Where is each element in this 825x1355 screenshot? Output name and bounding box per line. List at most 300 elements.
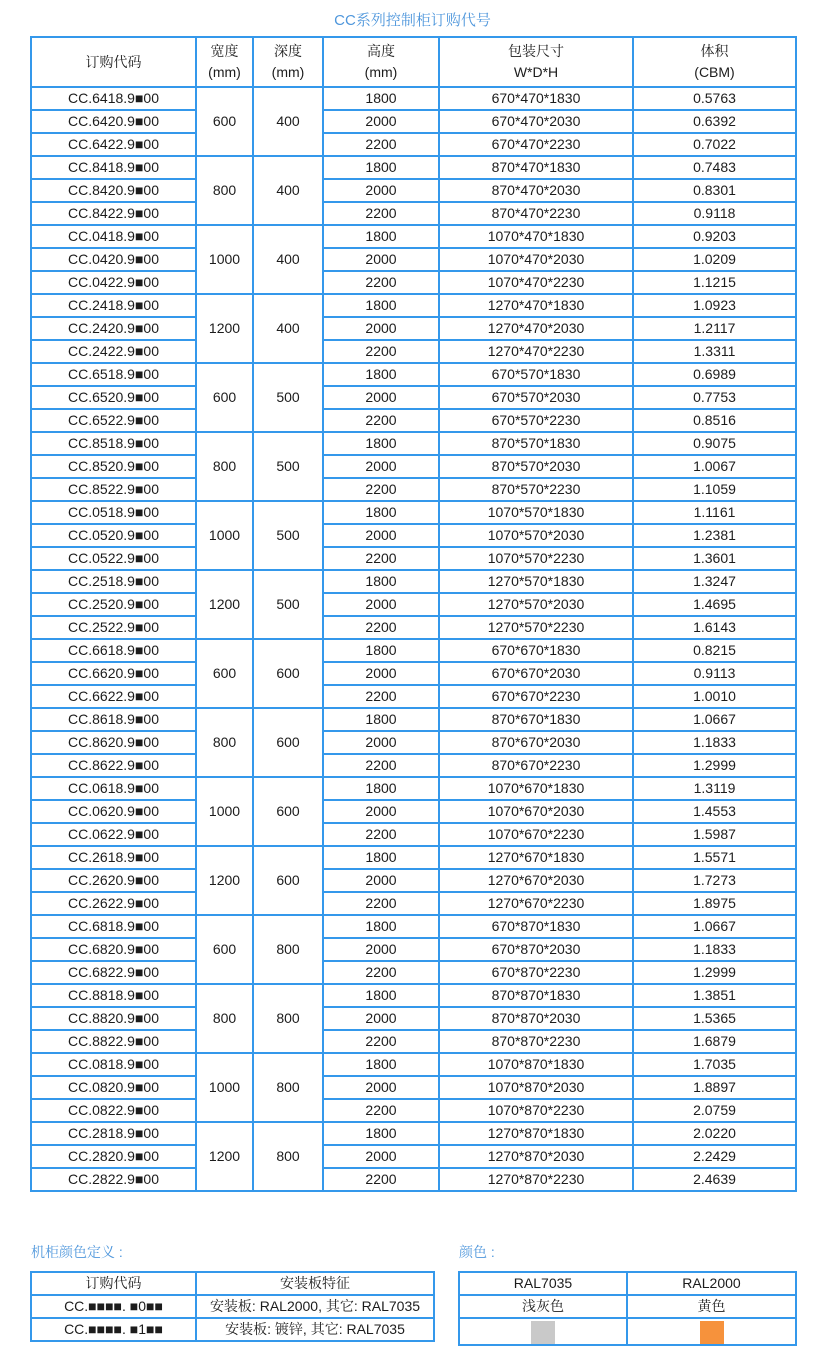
code-cell: CC.2822.9■00 [31,1168,196,1191]
volume-cell: 2.0759 [633,1099,796,1122]
depth-cell: 800 [253,984,323,1053]
width-cell: 800 [196,156,253,225]
table-row [31,1145,796,1168]
pack-size-cell: 670*670*1830 [439,639,633,662]
volume-cell: 1.2117 [633,317,796,340]
pack-size-cell: 1270*670*2030 [439,869,633,892]
height-cell: 2200 [323,202,439,225]
code-cell: CC.0818.9■00 [31,1053,196,1076]
depth-cell: 400 [253,156,323,225]
main-header-width: 宽度 (mm) [196,37,253,87]
volume-cell: 1.8897 [633,1076,796,1099]
table-row [31,938,796,961]
table-row [31,478,796,501]
ordering-code-table [30,36,797,1192]
height-cell: 2200 [323,133,439,156]
height-cell: 1800 [323,363,439,386]
swatch-cell [459,1318,627,1345]
code-cell: CC.6822.9■00 [31,961,196,984]
height-cell: 2000 [323,1076,439,1099]
def-feature-cell: 安装板: 镀锌, 其它: RAL7035 [196,1318,434,1341]
pack-size-cell: 870*570*1830 [439,432,633,455]
code-cell: CC.2620.9■00 [31,869,196,892]
table-row [31,363,796,386]
pack-size-cell: 870*570*2230 [439,478,633,501]
width-cell: 1200 [196,570,253,639]
code-cell: CC.6820.9■00 [31,938,196,961]
table-row [31,685,796,708]
color-swatch-orange [700,1321,724,1344]
header-row [31,1272,434,1295]
pack-size-cell: 670*570*2030 [439,386,633,409]
table-row [31,961,796,984]
pack-size-cell: 670*570*1830 [439,363,633,386]
depth-cell: 400 [253,294,323,363]
pack-size-cell: 870*870*2030 [439,1007,633,1030]
volume-cell: 1.1161 [633,501,796,524]
depth-cell: 500 [253,570,323,639]
height-cell: 2000 [323,524,439,547]
height-cell: 1800 [323,156,439,179]
height-cell: 2200 [323,1099,439,1122]
height-cell: 2000 [323,593,439,616]
table-row [31,501,796,524]
code-cell: CC.2518.9■00 [31,570,196,593]
height-cell: 2000 [323,1145,439,1168]
pack-size-cell: 1270*570*1830 [439,570,633,593]
ordering-code-table-header [31,37,796,87]
volume-cell: 1.5987 [633,823,796,846]
height-cell: 2000 [323,800,439,823]
pack-size-cell: 870*470*2230 [439,202,633,225]
volume-cell: 1.5571 [633,846,796,869]
pack-size-cell: 870*870*2230 [439,1030,633,1053]
volume-cell: 1.0923 [633,294,796,317]
pack-size-cell: 1070*470*1830 [439,225,633,248]
pack-size-cell: 1270*670*1830 [439,846,633,869]
main-header-order-code: 订购代码 [31,37,196,87]
code-cell: CC.8822.9■00 [31,1030,196,1053]
table-row [31,271,796,294]
table-row [31,777,796,800]
def-code-cell: CC.■■■■. ■1■■ [31,1318,196,1341]
volume-cell: 1.6143 [633,616,796,639]
table-row [459,1272,796,1295]
code-cell: CC.8518.9■00 [31,432,196,455]
depth-cell: 400 [253,225,323,294]
volume-cell: 1.2381 [633,524,796,547]
pack-size-cell: 1070*570*2230 [439,547,633,570]
height-cell: 1800 [323,777,439,800]
code-cell: CC.0822.9■00 [31,1099,196,1122]
table-row [31,1053,796,1076]
pack-size-cell: 1270*570*2030 [439,593,633,616]
pack-size-cell: 1070*670*1830 [439,777,633,800]
table-row [31,800,796,823]
pack-size-cell: 1070*470*2030 [439,248,633,271]
table-row [31,892,796,915]
table-row [31,409,796,432]
height-cell: 2000 [323,248,439,271]
width-cell: 800 [196,432,253,501]
volume-cell: 0.7753 [633,386,796,409]
pack-size-cell: 670*870*1830 [439,915,633,938]
pack-size-cell: 1070*870*1830 [439,1053,633,1076]
width-cell: 1200 [196,846,253,915]
volume-cell: 1.5365 [633,1007,796,1030]
ral-code-cell: RAL2000 [627,1272,796,1295]
code-cell: CC.8622.9■00 [31,754,196,777]
code-cell: CC.0618.9■00 [31,777,196,800]
volume-cell: 1.1833 [633,938,796,961]
color-table [458,1271,797,1346]
volume-cell: 1.1215 [633,271,796,294]
code-cell: CC.2820.9■00 [31,1145,196,1168]
code-cell: CC.2420.9■00 [31,317,196,340]
depth-cell: 500 [253,432,323,501]
volume-cell: 1.0010 [633,685,796,708]
volume-cell: 2.4639 [633,1168,796,1191]
code-cell: CC.8522.9■00 [31,478,196,501]
code-cell: CC.0522.9■00 [31,547,196,570]
depth-cell: 500 [253,363,323,432]
table-row [31,179,796,202]
volume-cell: 0.8215 [633,639,796,662]
code-cell: CC.6518.9■00 [31,363,196,386]
depth-cell: 600 [253,708,323,777]
code-cell: CC.0622.9■00 [31,823,196,846]
color-block [458,1242,795,1346]
code-cell: CC.0620.9■00 [31,800,196,823]
pack-size-cell: 670*870*2230 [439,961,633,984]
width-cell: 1200 [196,294,253,363]
table-row [31,869,796,892]
code-cell: CC.8420.9■00 [31,179,196,202]
table-row [31,570,796,593]
code-cell: CC.6422.9■00 [31,133,196,156]
width-cell: 600 [196,639,253,708]
volume-cell: 0.8301 [633,179,796,202]
main-header-depth: 深度 (mm) [253,37,323,87]
volume-cell: 1.3851 [633,984,796,1007]
height-cell: 1800 [323,984,439,1007]
pack-size-cell: 1270*870*1830 [439,1122,633,1145]
depth-cell: 600 [253,846,323,915]
depth-cell: 400 [253,87,323,156]
pack-size-cell: 870*870*1830 [439,984,633,1007]
pack-size-cell: 870*470*2030 [439,179,633,202]
table-row [31,87,796,110]
height-cell: 2200 [323,409,439,432]
def-header-0: 订购代码 [31,1272,196,1295]
pack-size-cell: 1070*870*2230 [439,1099,633,1122]
height-cell: 2200 [323,616,439,639]
table-row [31,1295,434,1318]
pack-size-cell: 1070*570*2030 [439,524,633,547]
volume-cell: 1.0067 [633,455,796,478]
main-header-volume: 体积 (CBM) [633,37,796,87]
height-cell: 2200 [323,547,439,570]
code-cell: CC.8620.9■00 [31,731,196,754]
width-cell: 1000 [196,501,253,570]
table-row [31,1030,796,1053]
pack-size-cell: 1270*870*2230 [439,1168,633,1191]
volume-cell: 1.1833 [633,731,796,754]
depth-cell: 600 [253,639,323,708]
height-cell: 2200 [323,823,439,846]
code-cell: CC.6520.9■00 [31,386,196,409]
table-row [31,593,796,616]
height-cell: 2000 [323,869,439,892]
code-cell: CC.8618.9■00 [31,708,196,731]
code-cell: CC.2818.9■00 [31,1122,196,1145]
code-cell: CC.0820.9■00 [31,1076,196,1099]
pack-size-cell: 870*470*1830 [439,156,633,179]
color-swatch-gray [531,1321,555,1344]
volume-cell: 0.7483 [633,156,796,179]
ral-code-cell: RAL7035 [459,1272,627,1295]
height-cell: 2200 [323,754,439,777]
code-cell: CC.2522.9■00 [31,616,196,639]
def-feature-cell: 安装板: RAL2000, 其它: RAL7035 [196,1295,434,1318]
code-cell: CC.0418.9■00 [31,225,196,248]
table-row [31,225,796,248]
table-row [31,248,796,271]
code-cell: CC.6618.9■00 [31,639,196,662]
cabinet-color-definition-table [30,1271,435,1342]
color-name-cell: 黄色 [627,1295,796,1318]
main-header-height: 高度 (mm) [323,37,439,87]
pack-size-cell: 1270*570*2230 [439,616,633,639]
table-row [31,110,796,133]
width-cell: 600 [196,87,253,156]
volume-cell: 1.8975 [633,892,796,915]
volume-cell: 1.0209 [633,248,796,271]
volume-cell: 1.0667 [633,915,796,938]
volume-cell: 0.9203 [633,225,796,248]
height-cell: 2200 [323,1030,439,1053]
code-cell: CC.2418.9■00 [31,294,196,317]
height-cell: 2200 [323,340,439,363]
ordering-code-table-body [31,87,796,1191]
code-cell: CC.8418.9■00 [31,156,196,179]
table-row [31,1168,796,1191]
table-row [31,455,796,478]
code-cell: CC.6522.9■00 [31,409,196,432]
volume-cell: 1.7035 [633,1053,796,1076]
width-cell: 1000 [196,1053,253,1122]
table-row [31,639,796,662]
height-cell: 2000 [323,1007,439,1030]
table-row [31,984,796,1007]
height-cell: 2200 [323,961,439,984]
height-cell: 1800 [323,846,439,869]
height-cell: 2200 [323,892,439,915]
table-row [31,754,796,777]
volume-cell: 1.4553 [633,800,796,823]
header-row [31,37,796,87]
volume-cell: 0.8516 [633,409,796,432]
pack-size-cell: 1270*470*1830 [439,294,633,317]
table-row [459,1295,796,1318]
table-row [31,202,796,225]
table-row [31,386,796,409]
code-cell: CC.6818.9■00 [31,915,196,938]
color-label: 颜色 : [459,1244,495,1260]
pack-size-cell: 1270*670*2230 [439,892,633,915]
code-cell: CC.0518.9■00 [31,501,196,524]
table-row [31,616,796,639]
height-cell: 2200 [323,478,439,501]
volume-cell: 1.0667 [633,708,796,731]
main-header-pack-size: 包装尺寸 W*D*H [439,37,633,87]
pack-size-cell: 870*670*2230 [439,754,633,777]
pack-size-cell: 870*670*2030 [439,731,633,754]
height-cell: 1800 [323,294,439,317]
table-row [31,432,796,455]
height-cell: 2200 [323,271,439,294]
height-cell: 2000 [323,386,439,409]
depth-cell: 800 [253,1053,323,1122]
volume-cell: 0.6989 [633,363,796,386]
code-cell: CC.2618.9■00 [31,846,196,869]
code-cell: CC.8422.9■00 [31,202,196,225]
table-row [31,133,796,156]
table-row [31,1076,796,1099]
height-cell: 2000 [323,179,439,202]
table-row [31,1318,434,1341]
table-row [31,1099,796,1122]
height-cell: 2000 [323,455,439,478]
code-cell: CC.2422.9■00 [31,340,196,363]
cabinet-color-definition-label: 机柜颜色定义 : [31,1244,123,1260]
width-cell: 1000 [196,225,253,294]
swatch-cell [627,1318,796,1345]
color-name-cell: 浅灰色 [459,1295,627,1318]
volume-cell: 1.3119 [633,777,796,800]
pack-size-cell: 670*670*2030 [439,662,633,685]
volume-cell: 1.6879 [633,1030,796,1053]
width-cell: 800 [196,984,253,1053]
volume-cell: 1.2999 [633,961,796,984]
volume-cell: 0.5763 [633,87,796,110]
table-row [31,340,796,363]
code-cell: CC.0520.9■00 [31,524,196,547]
pack-size-cell: 670*670*2230 [439,685,633,708]
width-cell: 1000 [196,777,253,846]
height-cell: 1800 [323,1053,439,1076]
volume-cell: 2.2429 [633,1145,796,1168]
height-cell: 1800 [323,708,439,731]
pack-size-cell: 1270*470*2030 [439,317,633,340]
code-cell: CC.6418.9■00 [31,87,196,110]
height-cell: 2200 [323,685,439,708]
height-cell: 1800 [323,501,439,524]
code-cell: CC.6620.9■00 [31,662,196,685]
pack-size-cell: 1070*670*2230 [439,823,633,846]
depth-cell: 800 [253,915,323,984]
pack-size-cell: 670*570*2230 [439,409,633,432]
pack-size-cell: 1270*470*2230 [439,340,633,363]
volume-cell: 0.9113 [633,662,796,685]
pack-size-cell: 1070*670*2030 [439,800,633,823]
table-row [31,524,796,547]
pack-size-cell: 870*570*2030 [439,455,633,478]
code-cell: CC.0422.9■00 [31,271,196,294]
cabinet-color-definition-block [30,1242,433,1346]
table-row [31,823,796,846]
bottom-section [30,1242,825,1346]
volume-cell: 0.7022 [633,133,796,156]
depth-cell: 600 [253,777,323,846]
table-row [31,846,796,869]
height-cell: 2000 [323,110,439,133]
volume-cell: 1.2999 [633,754,796,777]
pack-size-cell: 670*470*2030 [439,110,633,133]
volume-cell: 0.9075 [633,432,796,455]
def-code-cell: CC.■■■■. ■0■■ [31,1295,196,1318]
volume-cell: 0.6392 [633,110,796,133]
height-cell: 1800 [323,1122,439,1145]
table-row [31,708,796,731]
volume-cell: 2.0220 [633,1122,796,1145]
pack-size-cell: 870*670*1830 [439,708,633,731]
volume-cell: 1.3247 [633,570,796,593]
table-row [31,662,796,685]
width-cell: 600 [196,915,253,984]
depth-cell: 500 [253,501,323,570]
volume-cell: 1.4695 [633,593,796,616]
code-cell: CC.8520.9■00 [31,455,196,478]
pack-size-cell: 1070*870*2030 [439,1076,633,1099]
code-cell: CC.6420.9■00 [31,110,196,133]
table-row [31,915,796,938]
height-cell: 2000 [323,317,439,340]
code-cell: CC.8820.9■00 [31,1007,196,1030]
pack-size-cell: 670*470*1830 [439,87,633,110]
height-cell: 1800 [323,570,439,593]
table-row [31,156,796,179]
table-row [31,1007,796,1030]
table-row [31,547,796,570]
height-cell: 2200 [323,1168,439,1191]
pack-size-cell: 1070*470*2230 [439,271,633,294]
height-cell: 2000 [323,731,439,754]
table-row [31,1122,796,1145]
code-cell: CC.6622.9■00 [31,685,196,708]
volume-cell: 1.7273 [633,869,796,892]
code-cell: CC.2622.9■00 [31,892,196,915]
code-cell: CC.8818.9■00 [31,984,196,1007]
table-row [31,317,796,340]
volume-cell: 1.3601 [633,547,796,570]
volume-cell: 0.9118 [633,202,796,225]
height-cell: 1800 [323,639,439,662]
code-cell: CC.2520.9■00 [31,593,196,616]
pack-size-cell: 1070*570*1830 [439,501,633,524]
volume-cell: 1.3311 [633,340,796,363]
depth-cell: 800 [253,1122,323,1191]
pack-size-cell: 670*470*2230 [439,133,633,156]
table-row [31,294,796,317]
volume-cell: 1.1059 [633,478,796,501]
table-row [31,731,796,754]
width-cell: 1200 [196,1122,253,1191]
height-cell: 1800 [323,87,439,110]
height-cell: 1800 [323,915,439,938]
height-cell: 2000 [323,938,439,961]
table-row [459,1318,796,1345]
